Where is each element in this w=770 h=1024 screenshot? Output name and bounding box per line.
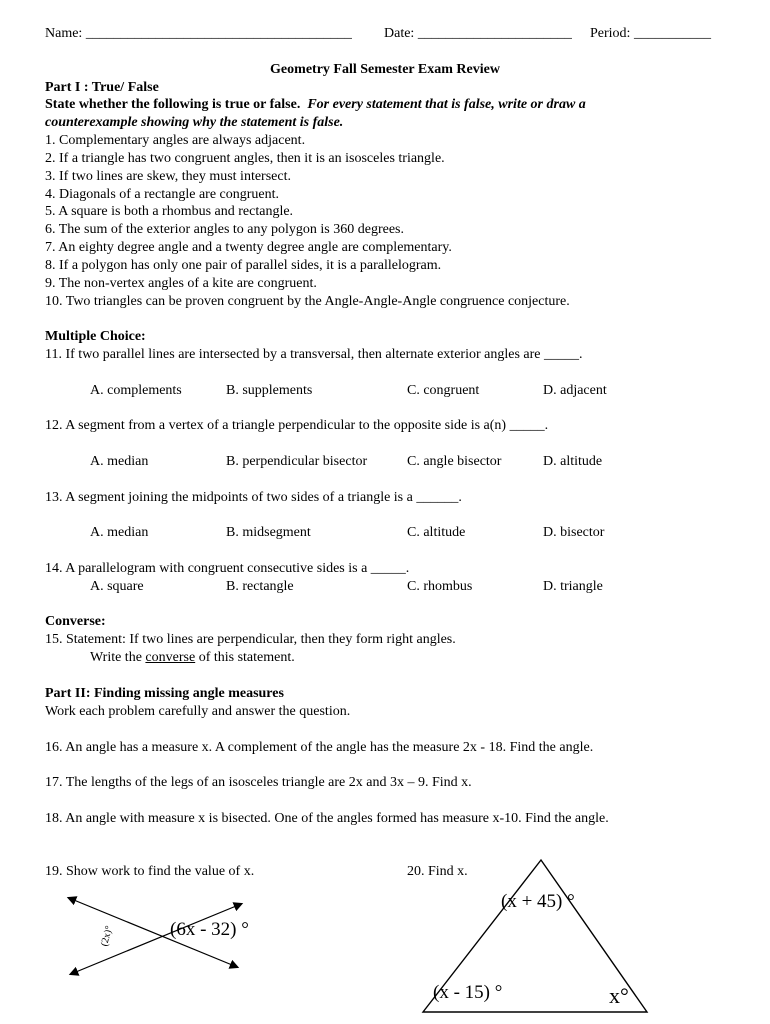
q12-option-d: D. altitude — [543, 454, 603, 469]
part1-heading: Part I : True/ False — [45, 80, 159, 95]
fig20-top-angle-label: (x + 45) ° — [501, 891, 575, 912]
q16-text: 16. An angle has a measure x. A complement of the angle has the measure 2x - 18. Find the angle. — [45, 740, 594, 755]
name-field-label: Name: ______________________________________ — [45, 26, 352, 41]
q15-statement: 15. Statement: If two lines are perpendicular, then they form right angles. — [45, 632, 456, 647]
q14-text: 14. A parallelogram with congruent consecutive sides is a _____. — [45, 561, 410, 576]
q13-option-a: A. median — [90, 525, 149, 540]
tf-item-7: 7. An eighty degree angle and a twenty degree angle are complementary. — [45, 240, 452, 255]
q15-instruction — [90, 650, 295, 666]
q15-instr-post: of this statement. — [195, 650, 295, 665]
q12-option-c: C. angle bisector — [407, 454, 502, 469]
q15-instr-underlined: converse — [145, 650, 196, 665]
fig20-left-angle-label: (x - 15) ° — [433, 982, 503, 1003]
q11-option-c: C. congruent — [407, 383, 480, 398]
mc-heading: Multiple Choice: — [45, 329, 146, 344]
q11-option-d: D. adjacent — [543, 383, 607, 398]
q19-text: 19. Show work to find the value of x. — [45, 864, 255, 879]
date-field-label: Date: ______________________ — [384, 26, 572, 41]
q13-option-d: D. bisector — [543, 525, 605, 540]
tf-item-8: 8. If a polygon has only one pair of parallel sides, it is a parallelogram. — [45, 258, 442, 273]
q12-option-a: A. median — [90, 454, 149, 469]
q15-instr-pre: Write the — [90, 650, 146, 665]
part1-instr-italic: For every statement that is false, write or draw a — [307, 97, 586, 112]
tf-item-9: 9. The non-vertex angles of a kite are congruent. — [45, 276, 317, 291]
tf-item-5: 5. A square is both a rhombus and rectangle. — [45, 204, 294, 219]
figure-19-intersecting-lines — [55, 890, 255, 980]
part1-instructions-line2: counterexample showing why the statement is false. — [45, 115, 344, 130]
q13-text: 13. A segment joining the midpoints of two sides of a triangle is a ______. — [45, 490, 462, 505]
tf-item-3: 3. If two lines are skew, they must intersect. — [45, 169, 291, 184]
tf-item-2: 2. If a triangle has two congruent angles, then it is an isosceles triangle. — [45, 151, 445, 166]
q17-text: 17. The lengths of the legs of an isosceles triangle are 2x and 3x – 9. Find x. — [45, 775, 472, 790]
q18-text: 18. An angle with measure x is bisected. One of the angles formed has measure x-10. Find the angle. — [45, 811, 609, 826]
page-title: Geometry Fall Semester Exam Review — [270, 62, 500, 77]
q12-text: 12. A segment from a vertex of a triangle perpendicular to the opposite side is a(n) _____. — [45, 418, 549, 433]
q13-option-c: C. altitude — [407, 525, 466, 540]
part1-instr-bold: State whether the following is true or false. — [45, 97, 301, 112]
part1-instructions-line1 — [45, 97, 586, 113]
q14-option-b: B. rectangle — [226, 579, 294, 594]
q14-option-c: C. rhombus — [407, 579, 473, 594]
q14-option-a: A. square — [90, 579, 144, 594]
q11-option-b: B. supplements — [226, 383, 313, 398]
fig19-big-angle-label: (6x - 32) ° — [170, 919, 249, 940]
q11-option-a: A. complements — [90, 383, 182, 398]
q20-text: 20. Find x. — [407, 864, 468, 879]
figure-20-triangle — [415, 855, 655, 1015]
period-field-label: Period: ___________ — [590, 26, 711, 41]
fig19-small-angle-label: (2x)° — [99, 924, 116, 948]
part2-instructions: Work each problem carefully and answer the question. — [45, 704, 351, 719]
converse-heading: Converse: — [45, 614, 106, 629]
q13-option-b: B. midsegment — [226, 525, 311, 540]
tf-item-10: 10. Two triangles can be proven congruent by the Angle-Angle-Angle congruence conjecture. — [45, 294, 570, 309]
q12-option-b: B. perpendicular bisector — [226, 454, 368, 469]
q11-text: 11. If two parallel lines are intersected by a transversal, then alternate exterior angles are _____. — [45, 347, 583, 362]
fig20-right-angle-label: x° — [609, 983, 629, 1008]
q14-option-d: D. triangle — [543, 579, 603, 594]
tf-item-1: 1. Complementary angles are always adjacent. — [45, 133, 306, 148]
tf-item-6: 6. The sum of the exterior angles to any polygon is 360 degrees. — [45, 222, 404, 237]
tf-item-4: 4. Diagonals of a rectangle are congruent. — [45, 187, 280, 202]
part2-heading: Part II: Finding missing angle measures — [45, 686, 284, 701]
